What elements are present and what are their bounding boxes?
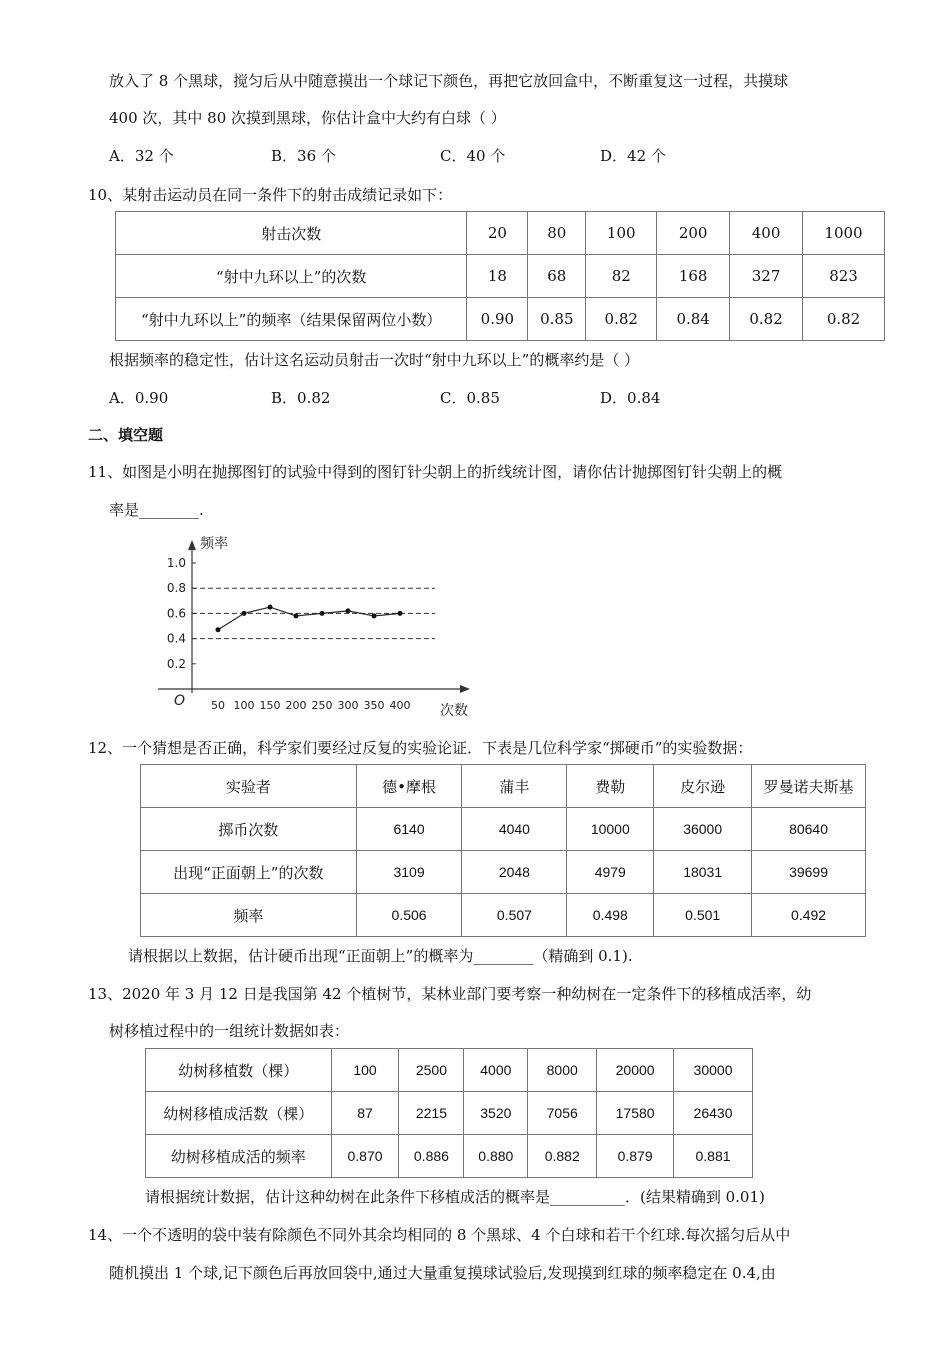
table-cell: 18	[467, 255, 528, 298]
x-tick-label: 300	[337, 699, 359, 712]
table-cell: 德•摩根	[356, 765, 462, 808]
q10-option-c: C．0.85	[440, 389, 500, 407]
x-axis-label: 次数	[440, 703, 468, 719]
table-cell: 6140	[356, 808, 462, 851]
table-cell: 0.880	[464, 1135, 528, 1178]
table-cell: 82	[586, 255, 657, 298]
origin-label: O	[174, 693, 186, 709]
q9-option-c: C．40 个	[440, 147, 506, 165]
table-cell: 0.881	[674, 1135, 753, 1178]
table-cell: 0.879	[597, 1135, 674, 1178]
table-cell: 2500	[399, 1049, 464, 1092]
y-axis-arrow	[188, 540, 196, 550]
table-cell: 2215	[399, 1092, 464, 1135]
table-cell: 87	[331, 1092, 399, 1135]
table-cell: 0.492	[752, 894, 866, 937]
q10-option-d: D．0.84	[600, 389, 661, 407]
table-cell: 0.82	[586, 298, 657, 341]
table-cell: 费勒	[567, 765, 654, 808]
table-cell: 200	[657, 212, 730, 255]
table-cell: 掷币次数	[141, 808, 357, 851]
q12-table-row	[141, 808, 866, 851]
x-tick-label: 50	[211, 699, 225, 712]
table-cell: 0.85	[528, 298, 586, 341]
table-cell: 频率	[141, 894, 357, 937]
table-cell: 100	[586, 212, 657, 255]
y-tick-label: 0.2	[166, 656, 186, 671]
x-tick-label: 200	[285, 699, 307, 712]
q10-table-row	[116, 255, 885, 298]
y-tick-label: 0.8	[166, 581, 186, 596]
table-cell: 400	[730, 212, 803, 255]
x-tick-label: 150	[259, 699, 281, 712]
q13-text-line2: 树移植过程中的一组统计数据如表：	[109, 1022, 350, 1040]
x-axis-arrow	[460, 685, 470, 693]
table-cell: 0.507	[462, 894, 567, 937]
q13-text-line1: 13、2020 年 3 月 12 日是我国第 42 个植树节，某林业部门要考察一种幼树在一定条件下的移植成活率，幼	[88, 985, 812, 1003]
table-cell: 1000	[803, 212, 885, 255]
q11-text-line2: 率是________.	[109, 501, 204, 519]
table-cell: 蒲丰	[462, 765, 567, 808]
table-cell: 327	[730, 255, 803, 298]
q13-table-row	[146, 1092, 753, 1135]
table-cell: 17580	[597, 1092, 674, 1135]
table-cell: 皮尔逊	[654, 765, 752, 808]
table-cell: 出现“正面朝上”的次数	[141, 851, 357, 894]
q9-text-line1: 放入了 8 个黑球，搅匀后从中随意摸出一个球记下颜色，再把它放回盒中，不断重复这一过程，共摸球	[109, 72, 789, 90]
table-cell: 39699	[752, 851, 866, 894]
q12-question: 请根据以上数据，估计硬币出现“正面朝上”的概率为________（精确到 0.1).	[128, 947, 633, 965]
q13-table	[145, 1048, 753, 1178]
table-cell: 823	[803, 255, 885, 298]
section-title-fill-in: 二、填空题	[88, 426, 164, 444]
x-tick-label: 100	[233, 699, 255, 712]
table-cell: 实验者	[141, 765, 357, 808]
q12-table-row	[141, 894, 866, 937]
q9-text-line2: 400 次，其中 80 次摸到黑球，你估计盒中大约有白球（ ）	[109, 109, 506, 127]
table-cell: 3109	[356, 851, 462, 894]
table-cell: “射中九环以上”的频率（结果保留两位小数）	[116, 298, 467, 341]
table-cell: 100	[331, 1049, 399, 1092]
table-cell: 20	[467, 212, 528, 255]
y-tick-label: 0.6	[166, 606, 186, 621]
y-tick-label: 0.4	[166, 631, 186, 646]
q9-option-b: B．36 个	[271, 147, 336, 165]
table-cell: 幼树移植数（棵）	[146, 1049, 332, 1092]
table-cell: 2048	[462, 851, 567, 894]
series-line	[218, 607, 400, 630]
q13-table-row	[146, 1049, 753, 1092]
q10-option-b: B．0.82	[271, 389, 331, 407]
table-cell: “射中九环以上”的次数	[116, 255, 467, 298]
q10-stem: 10、某射击运动员在同一条件下的射击成绩记录如下：	[88, 186, 453, 204]
data-point	[372, 613, 377, 618]
q9-option-d: D．42 个	[600, 147, 666, 165]
table-cell: 幼树移植成活数（棵）	[146, 1092, 332, 1135]
q10-table-row	[116, 298, 885, 341]
table-cell: 0.498	[567, 894, 654, 937]
q14-text-line1: 14、一个不透明的袋中装有除颜色不同外其余均相同的 8 个黑球、4 个白球和若干个红球.每次摇匀后从中	[88, 1226, 791, 1244]
table-cell: 幼树移植成活的频率	[146, 1135, 332, 1178]
q14-text-line2: 随机摸出 1 个球,记下颜色后再放回袋中,通过大量重复摸球试验后,发现摸到红球的频率稳定在 0.4,由	[109, 1264, 776, 1282]
q12-stem: 12、一个猜想是否正确，科学家们要经过反复的实验论证．下表是几位科学家“掷硬币”的实验数据：	[88, 739, 753, 757]
q12-table-row	[141, 851, 866, 894]
table-cell: 8000	[528, 1049, 597, 1092]
data-point	[294, 613, 299, 618]
table-cell: 20000	[597, 1049, 674, 1092]
data-point	[346, 608, 351, 613]
q11-line-chart	[150, 530, 490, 720]
table-cell: 0.82	[730, 298, 803, 341]
table-cell: 0.82	[803, 298, 885, 341]
q13-question: 请根据统计数据，估计这种幼树在此条件下移植成活的概率是__________．(结果精确到 0.01)	[145, 1188, 765, 1206]
data-point	[242, 611, 247, 616]
x-tick-label: 400	[389, 699, 411, 712]
data-point	[398, 611, 403, 616]
table-cell: 80640	[752, 808, 866, 851]
table-cell: 3520	[464, 1092, 528, 1135]
table-cell: 7056	[528, 1092, 597, 1135]
table-cell: 80	[528, 212, 586, 255]
data-point	[268, 605, 273, 610]
q12-table-row	[141, 765, 866, 808]
data-point	[216, 627, 221, 632]
x-tick-label: 350	[363, 699, 385, 712]
table-cell: 4040	[462, 808, 567, 851]
q10-option-a: A．0.90	[109, 389, 169, 407]
table-cell: 30000	[674, 1049, 753, 1092]
table-cell: 0.506	[356, 894, 462, 937]
table-cell: 168	[657, 255, 730, 298]
table-cell: 4979	[567, 851, 654, 894]
q10-table	[115, 211, 885, 341]
table-cell: 罗曼诺夫斯基	[752, 765, 866, 808]
q11-text-line1: 11、如图是小明在抛掷图钉的试验中得到的图钉针尖朝上的折线统计图，请你估计抛掷图钉针尖朝上的概	[88, 463, 783, 481]
data-point	[320, 611, 325, 616]
table-cell: 68	[528, 255, 586, 298]
table-cell: 10000	[567, 808, 654, 851]
q13-table-row	[146, 1135, 753, 1178]
table-cell: 0.501	[654, 894, 752, 937]
q10-table-row	[116, 212, 885, 255]
x-tick-label: 250	[311, 699, 333, 712]
table-cell: 0.870	[331, 1135, 399, 1178]
y-axis-label: 频率	[200, 536, 228, 552]
q12-table	[140, 764, 866, 937]
table-cell: 0.90	[467, 298, 528, 341]
table-cell: 4000	[464, 1049, 528, 1092]
table-cell: 0.84	[657, 298, 730, 341]
table-cell: 26430	[674, 1092, 753, 1135]
q9-option-a: A．32 个	[109, 147, 174, 165]
table-cell: 0.886	[399, 1135, 464, 1178]
table-cell: 18031	[654, 851, 752, 894]
q10-question: 根据频率的稳定性，估计这名运动员射击一次时“射中九环以上”的概率约是（ ）	[109, 351, 640, 369]
y-tick-label: 1.0	[166, 556, 186, 570]
table-cell: 射击次数	[116, 212, 467, 255]
table-cell: 36000	[654, 808, 752, 851]
table-cell: 0.882	[528, 1135, 597, 1178]
